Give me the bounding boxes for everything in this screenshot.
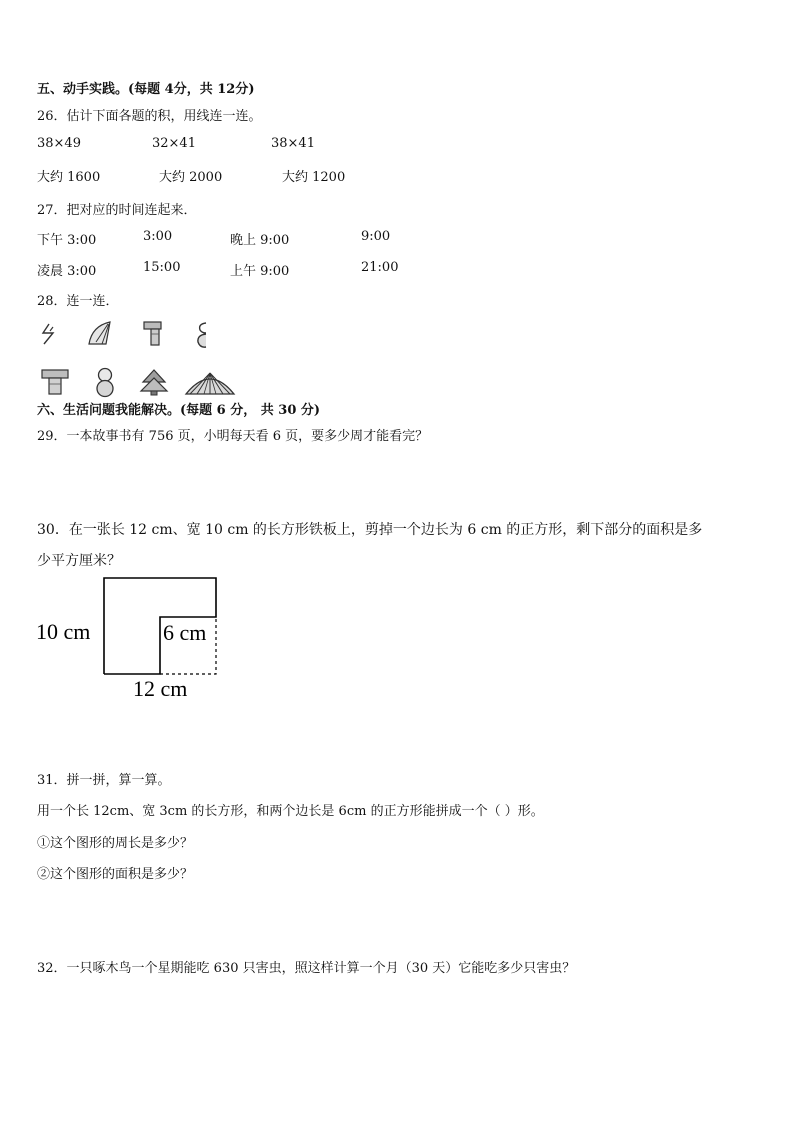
q30-height-label: 10 cm xyxy=(36,619,91,644)
q30-line-1: 30．在一张长 12 cm、宽 10 cm 的长方形铁板上，剪掉一个边长为 6 cm 的正方形，剩下部分的面积是多 xyxy=(37,522,703,538)
half-symbol-1-icon xyxy=(40,322,58,346)
q28-title: 28．连一连． xyxy=(37,294,119,309)
q31-line-1: 用一个长 12cm、宽 3cm 的长方形，和两个边长是 6cm 的正方形能拼成一个（ ）形。 xyxy=(37,804,544,819)
mushroom-icon xyxy=(40,368,70,396)
q27-r2-c3: 上午 9:00 xyxy=(230,264,290,279)
q26-title: 26．估计下面各题的积，用线连一连。 xyxy=(37,109,262,124)
q31-sub-1: ①这个图形的周长是多少？ xyxy=(37,836,194,851)
q26-approx-3: 大约 1200 xyxy=(282,170,346,185)
q30-width-label: 12 cm xyxy=(133,676,188,701)
umbrella-icon xyxy=(184,370,236,396)
section-6-title: 六、生活问题我能解决。(每题 6 分， 共 30 分) xyxy=(37,403,321,418)
q26-approx-2: 大约 2000 xyxy=(159,170,223,185)
q27-title: 27．把对应的时间连起来． xyxy=(37,203,197,218)
q27-r2-c4: 21:00 xyxy=(361,260,399,275)
q27-r2-c1: 凌晨 3:00 xyxy=(37,264,97,279)
section-5-title: 五、动手实践。(每题 4分，共 12分) xyxy=(37,82,255,97)
half-eight-icon xyxy=(194,320,210,350)
tree-icon xyxy=(139,368,169,396)
q26-expr-3: 38×41 xyxy=(271,136,315,151)
q30-line-2: 少平方厘米？ xyxy=(37,553,121,569)
q27-r2-c2: 15:00 xyxy=(143,260,181,275)
q27-r1-c2: 3:00 xyxy=(143,229,173,244)
half-mushroom-icon xyxy=(142,320,164,348)
q27-r1-c1: 下午 3:00 xyxy=(37,233,97,248)
q27-r1-c4: 9:00 xyxy=(361,229,391,244)
q32-text: 32．一只啄木鸟一个星期能吃 630 只害虫，照这样计算一个月（30 天）它能吃多少只害虫？ xyxy=(37,961,576,976)
q31-sub-2: ②这个图形的面积是多少？ xyxy=(37,867,194,882)
q30-figure xyxy=(30,570,230,705)
q26-expr-2: 32×41 xyxy=(152,136,196,151)
q30-square-label: 6 cm xyxy=(163,620,207,645)
q31-title: 31．拼一拼，算一算。 xyxy=(37,773,171,788)
q27-r1-c3: 晚上 9:00 xyxy=(230,233,290,248)
q29-text: 29．一本故事书有 756 页，小明每天看 6 页，要多少周才能看完？ xyxy=(37,429,429,444)
q26-expr-1: 38×49 xyxy=(37,136,81,151)
snowman-icon xyxy=(94,366,116,398)
q26-approx-1: 大约 1600 xyxy=(37,170,101,185)
half-umbrella-icon xyxy=(86,320,114,346)
